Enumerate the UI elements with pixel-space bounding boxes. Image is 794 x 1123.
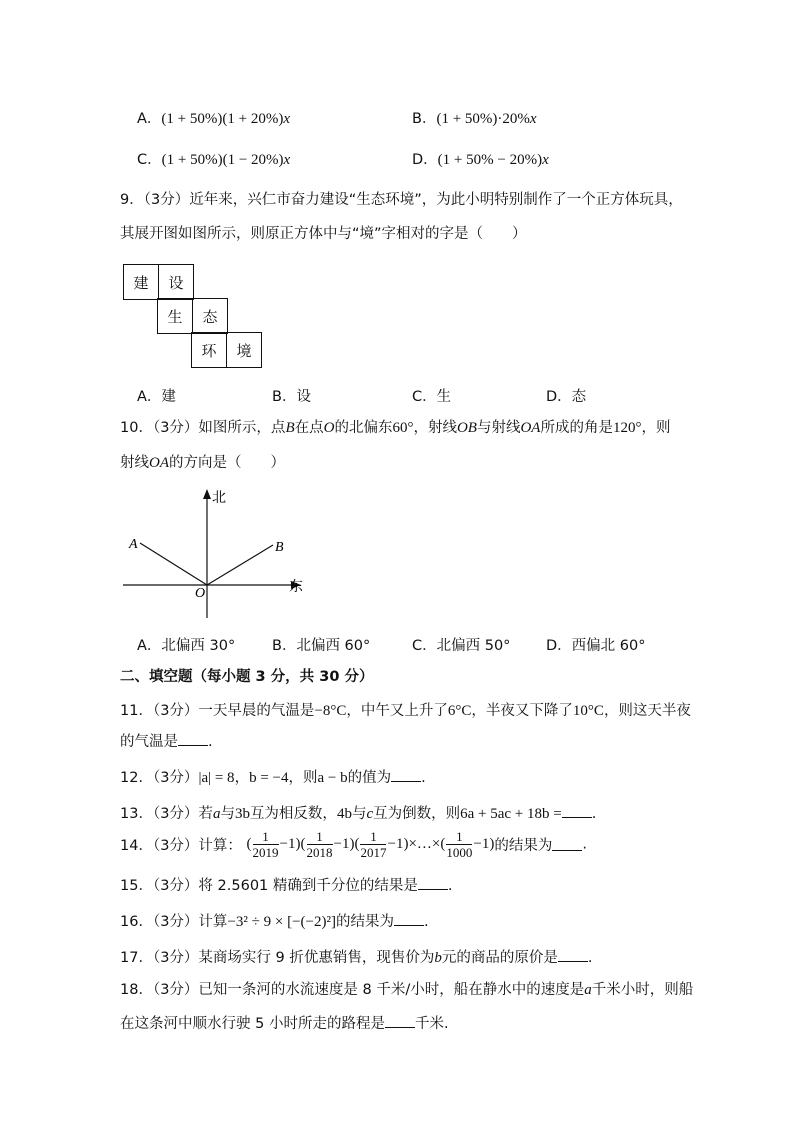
q8-option-d: D．(1 + 50% − 20%)x: [412, 152, 549, 168]
answer-blank: [391, 769, 421, 782]
net-cell-5: 环: [192, 333, 227, 368]
q8-option-a: A．(1 + 50%)(1 + 20%)x: [137, 111, 290, 127]
north-arrow-icon: [203, 489, 211, 499]
q11-line2: 的气温是 .: [120, 734, 213, 750]
q16: 16．（3分）计算−3² ÷ 9 × [−(−2)²]的结果为 .: [120, 914, 429, 930]
q10-option-a: A．北偏西 30°: [137, 638, 236, 654]
fraction: $\frac{1}{1000}$: [446, 829, 473, 860]
answer-blank: [178, 733, 208, 746]
net-cell-4: 态: [193, 299, 228, 334]
fraction: $\frac{1}{2017}$: [360, 829, 387, 860]
q10-option-c: C．北偏西 50°: [412, 638, 511, 654]
net-cell-2: 设: [159, 265, 194, 300]
q18-line1: 18．（3分）已知一条河的水流速度是 8 千米/小时，船在静水中的速度是a千米小时，则船: [120, 982, 694, 998]
q18-line2: 在这条河中顺水行驶 5 小时所走的路程是 千米.: [120, 1016, 449, 1032]
q9-option-d: D．态: [546, 389, 587, 405]
point-a-label: A: [129, 537, 138, 552]
point-b-label: B: [275, 540, 284, 555]
answer-blank: [418, 877, 448, 890]
q9-option-a: A．建: [137, 389, 176, 405]
q9-line2: 其展开图如图所示，则原正方体中与“境”字相对的字是（ ）: [120, 226, 527, 242]
q10-line2: 射线OA的方向是（ ）: [120, 455, 285, 471]
fraction: $\frac{1}{2019}$: [252, 829, 279, 860]
north-label: 北: [212, 490, 226, 506]
answer-blank: [558, 949, 588, 962]
ray-oa: [140, 543, 207, 585]
net-cell-3: 生: [158, 299, 193, 334]
answer-blank: [394, 913, 424, 926]
q9-line1: 9．（3分）近年来，兴仁市奋力建设“生态环境”，为此小明特别制作了一个正方体玩具，: [120, 192, 683, 208]
direction-figure: [115, 485, 315, 625]
q8-option-b: B．(1 + 50%)·20%x: [412, 111, 537, 127]
q10-option-d: D．西偏北 60°: [546, 638, 646, 654]
point-o-label: O: [195, 586, 206, 601]
answer-blank: [552, 838, 582, 851]
answer-blank: [562, 805, 592, 818]
q17: 17．（3分）某商场实行 9 折优惠销售，现售价为b元的商品的原价是 .: [120, 950, 593, 966]
fraction: $\frac{1}{2018}$: [306, 829, 333, 860]
net-cell-6: 境: [227, 333, 262, 368]
q10-option-b: B．北偏西 60°: [272, 638, 371, 654]
section-heading: 二、填空题（每小题 3 分，共 30 分）: [120, 669, 374, 685]
q10-line1: 10．（3分）如图所示，点B在点O的北偏东60°，射线OB与射线OA所成的角是120°，则: [120, 420, 671, 436]
net-cell-1: 建: [124, 265, 159, 300]
q13: 13．（3分）若a与3b互为相反数，4b与c互为倒数，则6a + 5ac + 18b = .: [120, 806, 597, 822]
q8-option-c: C．(1 + 50%)(1 − 20%)x: [137, 152, 291, 168]
q14: 14．（3分）计算： ( $\frac{1}{2019}$ −1)( $\frac{1}{2018}$ −1)( $\frac{1}{2017}$ −1)×…×( $\frac{1}{1000}$ −1)的结果为 .: [120, 829, 587, 860]
ray-ob: [207, 545, 273, 585]
q9-option-b: B．设: [272, 389, 311, 405]
q12: 12．（3分）|a| = 8，b = −4，则a − b的值为 .: [120, 770, 426, 786]
q11-line1: 11．（3分）一天早晨的气温是−8°C，中午又上升了6°C，半夜又下降了10°C，则这天半夜: [120, 703, 691, 719]
answer-blank: [385, 1015, 415, 1028]
east-label: 东: [289, 579, 303, 595]
q9-option-c: C．生: [412, 389, 452, 405]
q15: 15．（3分）将 2.5601 精确到千分位的结果是 .: [120, 878, 453, 894]
